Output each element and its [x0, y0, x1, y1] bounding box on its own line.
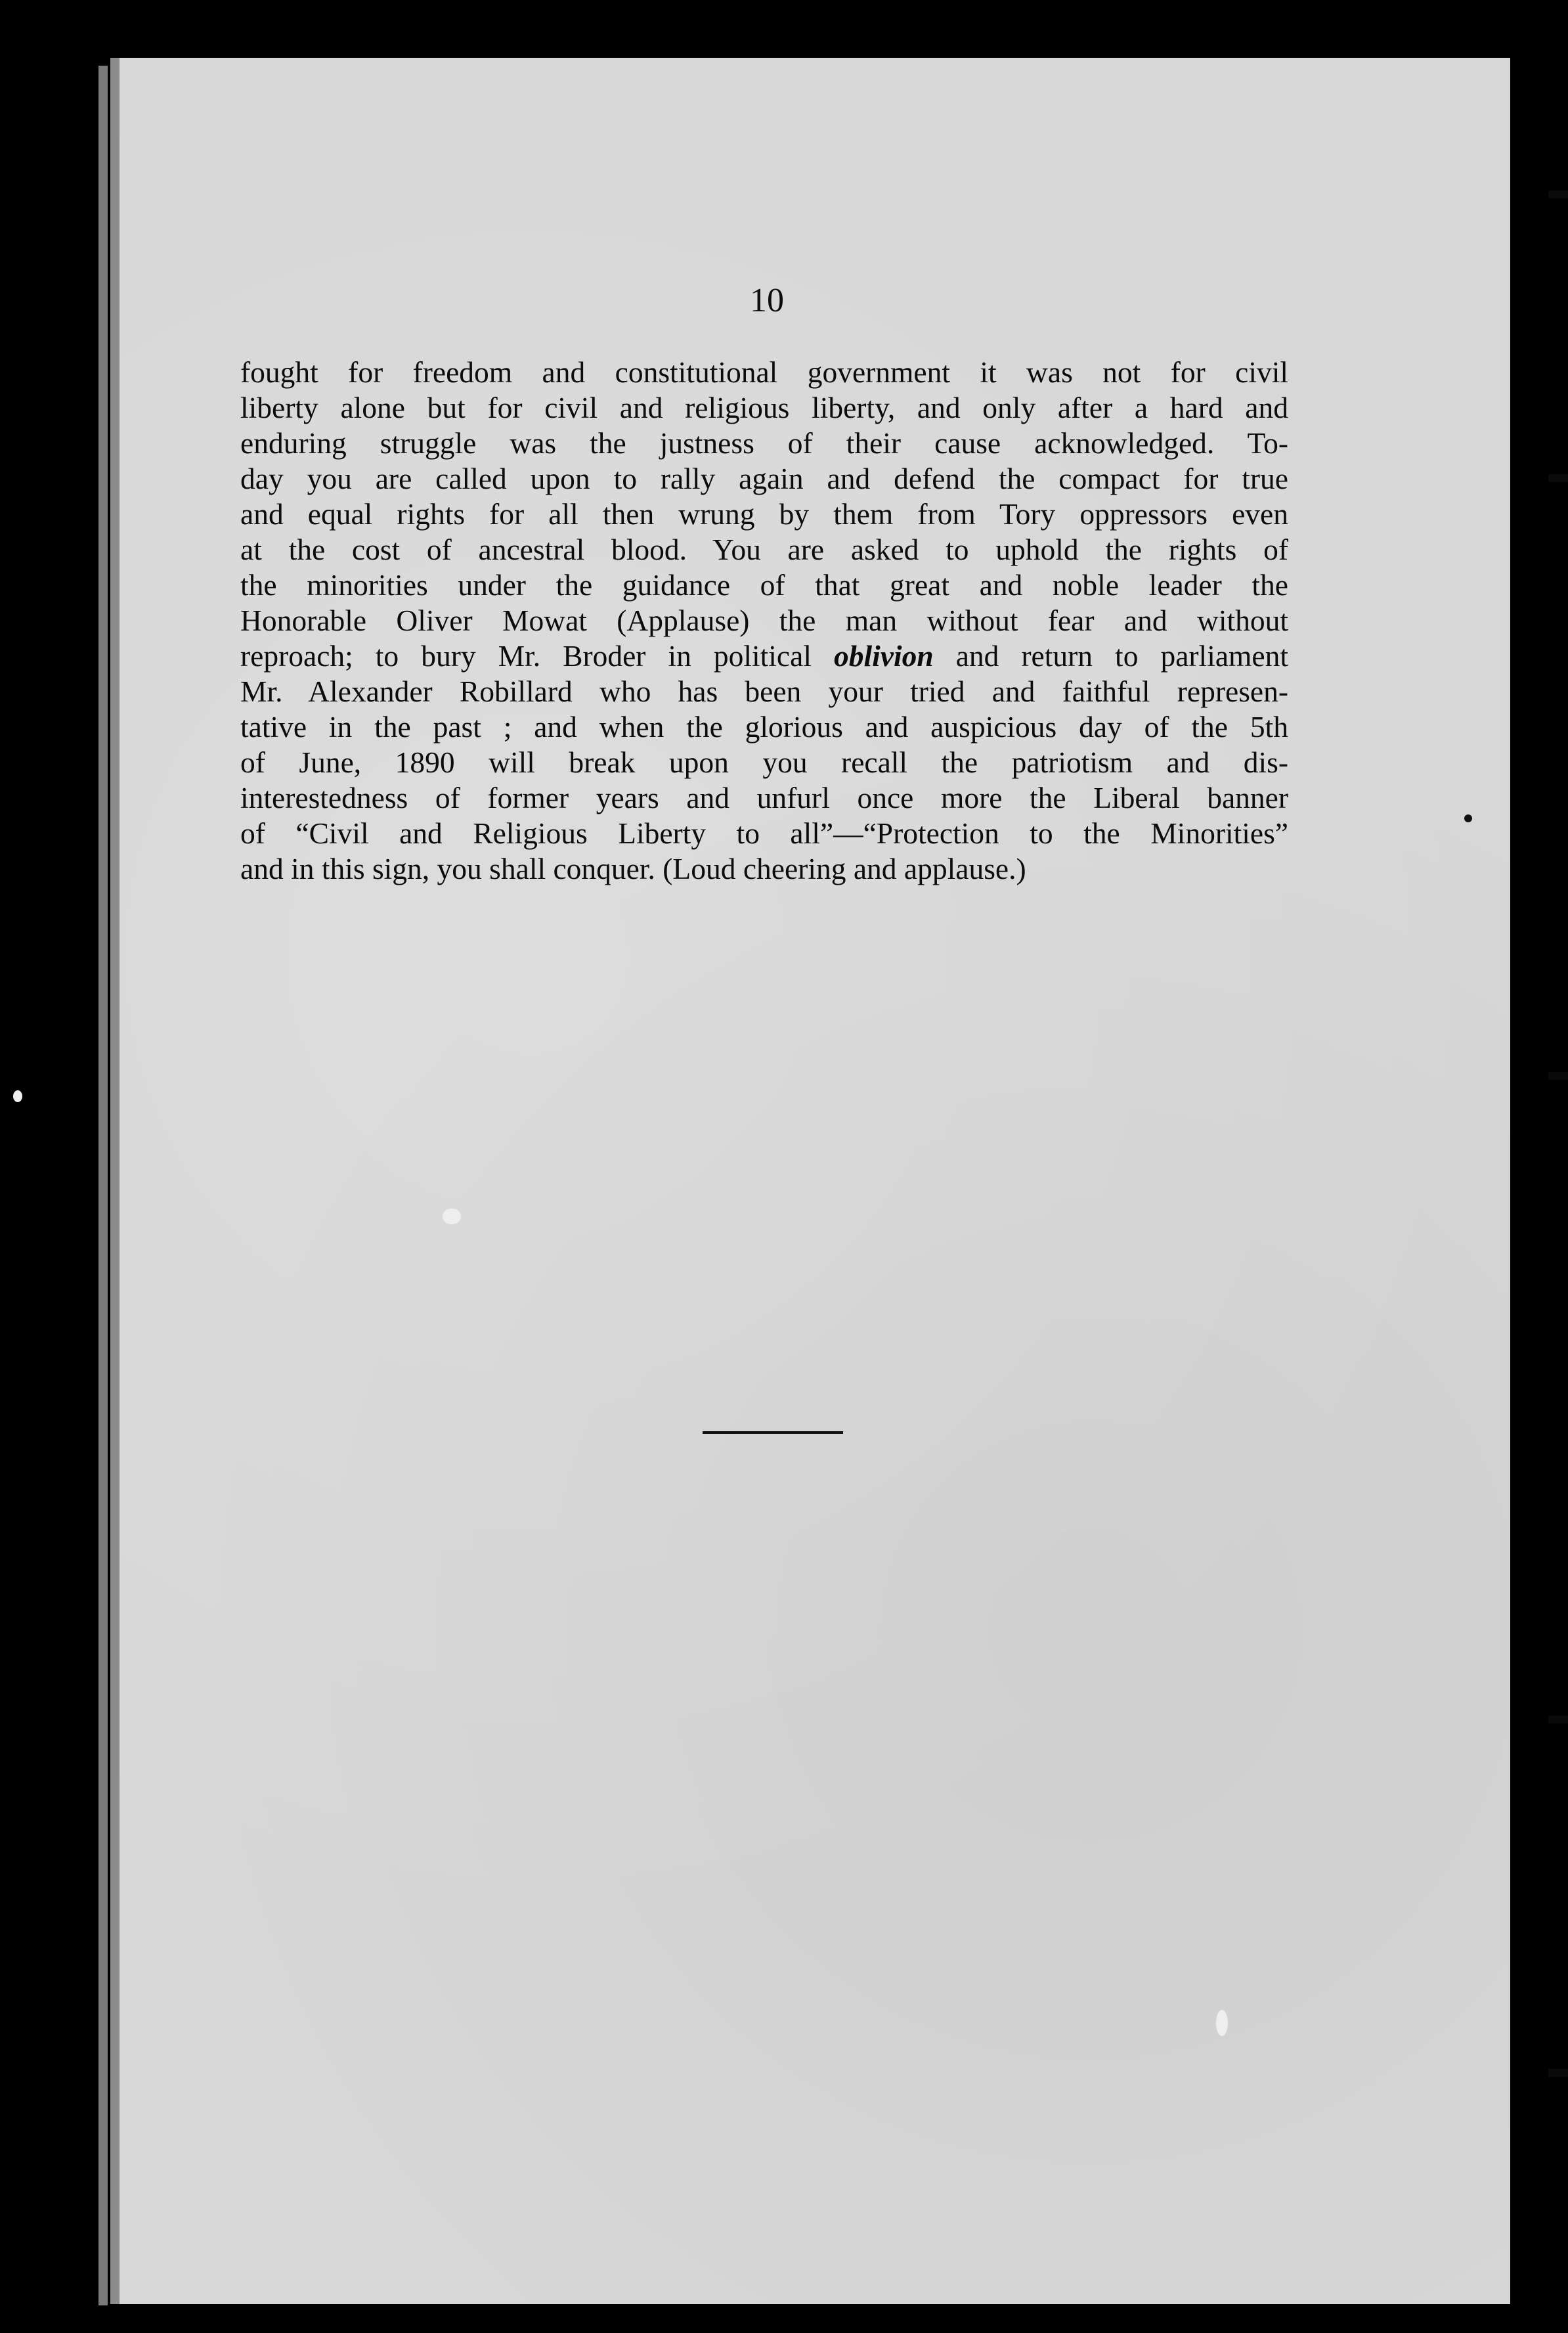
edge-mark [1548, 1072, 1568, 1080]
text-line: and equal rights for all then wrung by them from Tory oppressors even [240, 497, 1288, 531]
text-segment: reproach; to bury Mr. Broder in political [240, 639, 812, 673]
edge-mark [1548, 2069, 1568, 2077]
paper-speck [1216, 2010, 1228, 2036]
paper-speck [443, 1209, 461, 1224]
page-number: 10 [750, 282, 784, 319]
text-line: of “Civil and Religious Liberty to all”—“Protection to the Minorities” [240, 816, 1288, 850]
edge-mark [1548, 1716, 1568, 1723]
section-divider-rule [703, 1431, 843, 1434]
text-line: tative in the past ; and when the glorious and auspicious day of the 5th [240, 710, 1288, 744]
italic-word: oblivion [833, 639, 934, 673]
text-line: and in this sign, you shall conquer. (Loud cheering and applause.) [240, 852, 1026, 885]
paper-speck [1464, 814, 1472, 822]
body-paragraph [240, 355, 1288, 887]
page-spine-edge [98, 66, 108, 2305]
text-line: of June, 1890 will break upon you recall the patriotism and dis- [240, 745, 1288, 779]
text-segment: and return to parliament [955, 639, 1288, 673]
text-line: fought for freedom and constitutional government it was not for civil [240, 355, 1288, 389]
text-line: the minorities under the guidance of that great and noble leader the [240, 568, 1288, 602]
text-line: liberty alone but for civil and religious liberty, and only after a hard and [240, 391, 1288, 424]
text-line: interestedness of former years and unfurl once more the Liberal banner [240, 781, 1288, 814]
edge-mark [1548, 190, 1568, 198]
text-line: Mr. Alexander Robillard who has been your tried and faithful represen- [240, 675, 1288, 708]
text-line: at the cost of ancestral blood. You are asked to uphold the rights of [240, 533, 1288, 566]
paper-speck [13, 1090, 22, 1102]
edge-mark [1548, 474, 1568, 482]
text-line: Honorable Oliver Mowat (Applause) the man without fear and without [240, 604, 1288, 637]
text-line: day you are called upon to rally again and defend the compact for true [240, 462, 1288, 495]
text-line: enduring struggle was the justness of their cause acknowledged. To- [240, 426, 1288, 460]
text-line-with-italic [240, 638, 1288, 674]
